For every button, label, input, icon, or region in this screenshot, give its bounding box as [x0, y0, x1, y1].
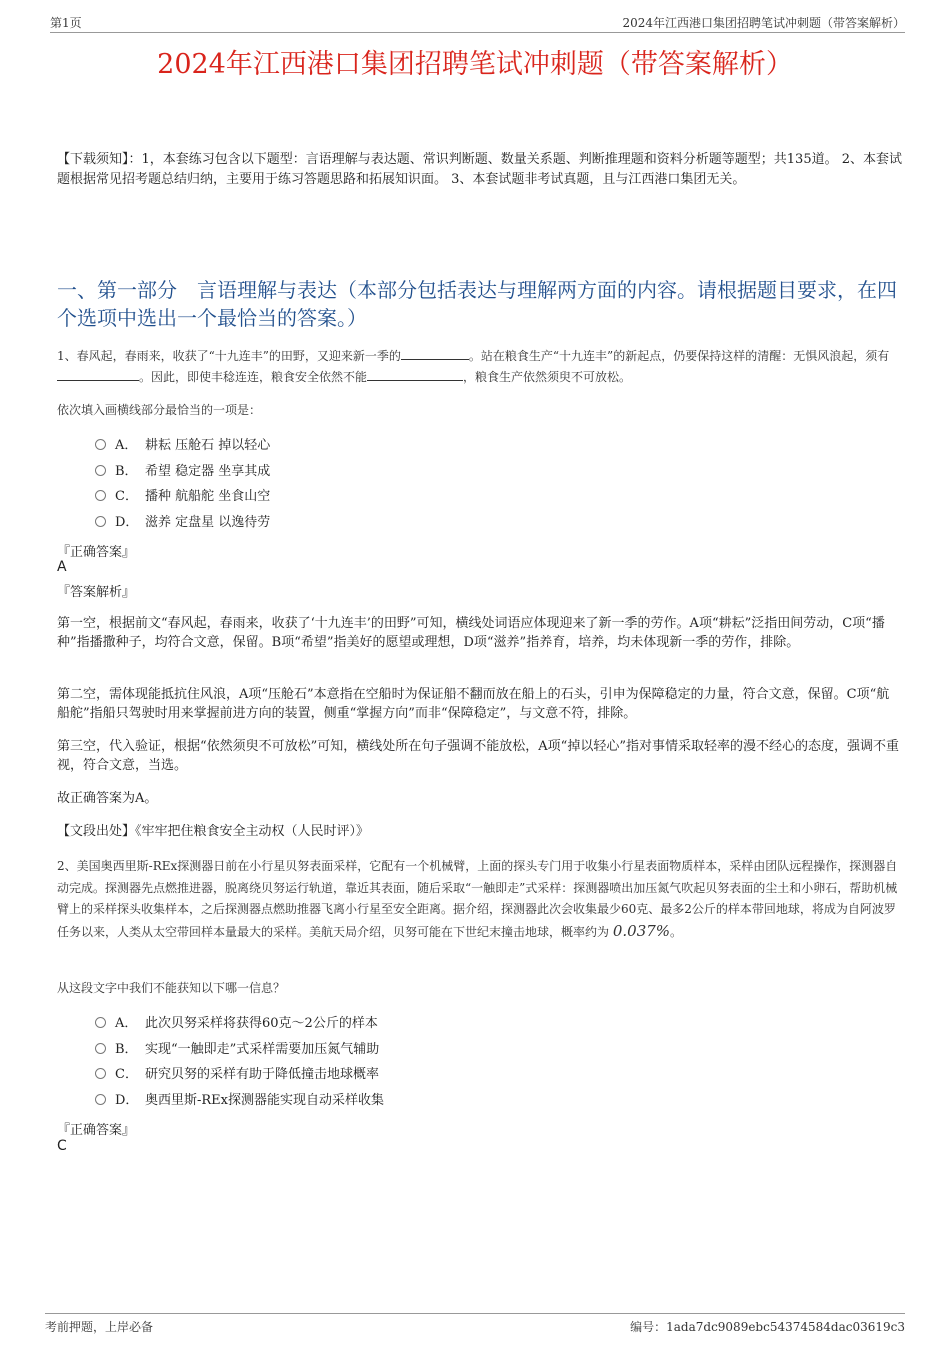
option-letter: A． — [115, 438, 138, 453]
q2-option-b[interactable] — [95, 1037, 384, 1063]
radio-icon[interactable] — [95, 1094, 106, 1105]
page-header — [50, 14, 905, 33]
q1-analysis-para-1: 第一空，根据前文“春风起，春雨来，收获了‘十九连丰’的田野”可知，横线处词语应体现迎来了新一季的劳作。A项“耕耘”泛指田间劳动，C项“播种”指播撒种子，均符合文意，保留。B项“希望”指美好的愿望或理想，D项“滋养”指养育，培养，均未体现新一季的劳作，排除。 — [57, 616, 885, 650]
q1-blank-1 — [401, 347, 469, 360]
q1-blank-2 — [57, 368, 139, 381]
q1-text-part1: 1、春风起，春雨来，收获了“十九连丰”的田野，又迎来新一季的 — [57, 349, 401, 363]
option-text: 滋养 定盘星 以逸待劳 — [145, 514, 271, 530]
section-heading: 一、第一部分 言语理解与表达（本部分包括表达与理解两方面的内容。请根据题目要求，在四个选项中选出一个最恰当的答案。） — [57, 278, 897, 330]
q2-probability: 0.037% — [612, 921, 671, 940]
download-notice: 【下载须知】：1，本套练习包含以下题型：言语理解与表达题、常识判断题、数量关系题、判断推理题和资料分析题等题型；共135道。 2、本套试题根据常见招考题总结归纳，主要用于练习答题思路和拓展知识面。 3、本套试题非考试真题，且与江西港口集团无关。 — [57, 152, 902, 187]
q2-options — [95, 1011, 384, 1113]
q1-option-a[interactable] — [95, 433, 270, 459]
option-letter: B． — [115, 1041, 138, 1057]
option-text: 研究贝努的采样有助于降低撞击地球概率 — [145, 1067, 380, 1083]
option-text: 实现“一触即走”式采样需要加压氮气辅助 — [145, 1041, 380, 1057]
radio-icon[interactable] — [95, 1043, 106, 1054]
footer-slogan: 考前押题，上岸必备 — [45, 1320, 154, 1334]
q2-option-c[interactable] — [95, 1062, 384, 1088]
q1-option-d[interactable] — [95, 510, 270, 536]
q1-text-part4: ，粮食生产依然须臾不可放松。 — [463, 370, 632, 384]
q2-option-d[interactable] — [95, 1088, 384, 1114]
q1-option-b[interactable] — [95, 459, 270, 485]
option-text: 奥西里斯-REx探测器能实现自动采样收集 — [145, 1092, 385, 1108]
q1-analysis-conclusion: 故正确答案为A。 — [57, 791, 158, 806]
q1-analysis-label: 『答案解析』 — [57, 585, 136, 600]
q2-answer-label: 『正确答案』 — [57, 1123, 136, 1138]
question-1-text — [57, 346, 902, 388]
option-text: 耕耘 压舱石 掉以轻心 — [145, 438, 271, 453]
option-letter: C． — [115, 489, 138, 505]
option-letter: B． — [115, 463, 138, 479]
q1-analysis-para-2: 第二空，需体现能抵抗住风浪，A项“压舱石”本意指在空船时为保证船不翻而放在船上的石头，引申为保障稳定的力量，符合文意，保留。C项“航船舵”指船只驾驶时用来掌握前进方向的装置，侧重“掌握方向”而非“保障稳定”，与文意不符，排除。 — [57, 687, 890, 721]
q1-option-c[interactable] — [95, 484, 270, 510]
q2-text-end: 。 — [670, 924, 683, 939]
radio-icon[interactable] — [95, 1068, 106, 1079]
header-doc-title: 2024年江西港口集团招聘笔试冲刺题（带答案解析） — [622, 16, 905, 30]
q1-prompt: 依次填入画横线部分最恰当的一项是： — [57, 403, 262, 417]
radio-icon[interactable] — [95, 1017, 106, 1028]
radio-icon[interactable] — [95, 490, 106, 501]
page-title: 2024年江西港口集团招聘笔试冲刺题（带答案解析） — [157, 49, 793, 80]
q1-blank-3 — [367, 368, 463, 381]
page-number: 第1页 — [50, 16, 82, 30]
radio-icon[interactable] — [95, 439, 106, 450]
footer-doc-id: 编号：1ada7dc9089ebc54374584dac03619c3 — [630, 1320, 905, 1334]
q1-answer: A — [57, 559, 67, 575]
option-letter: A． — [115, 1016, 138, 1031]
page-footer — [45, 1313, 905, 1334]
q2-text: 2、美国奥西里斯-REx探测器日前在小行星贝努表面采样，它配有一个机械臂，上面的探头专门用于收集小行星表面物质样本，采样由团队远程操作，探测器自动完成。探测器先点燃推进器，脱离绕贝努运行轨道，靠近其表面，随后采取“一触即走”式采样：探测器喷出加压氮气吹起贝努表面的尘土和小卵石，帮助机械臂上的采样探头收集样本，之后探测器点燃助推器飞离小行星至安全距离。据介绍，探测器此次会收集最少60克、最多2公斤的样本带回地球，将成为自阿波罗任务以来，人类从太空带回样本量最大的采样。美航天局介绍，贝努可能在下世纪末撞击地球，概率约为 — [57, 859, 898, 939]
q1-text-part2: 。站在粮食生产“十九连丰”的新起点，仍要保持这样的清醒：无惧风浪起，须有 — [468, 349, 890, 363]
q1-source: 【文段出处】《牢牢把住粮食安全主动权（人民时评）》 — [57, 824, 370, 839]
q1-text-part3: 。因此，即使丰稔连连，粮食安全依然不能 — [139, 370, 368, 384]
q1-answer-label: 『正确答案』 — [57, 545, 136, 560]
option-text: 播种 航船舵 坐食山空 — [145, 489, 271, 505]
q2-prompt: 从这段文字中我们不能获知以下哪一信息？ — [57, 981, 286, 995]
option-text: 此次贝努采样将获得60克～2公斤的样本 — [145, 1016, 378, 1031]
option-letter: D． — [115, 1092, 139, 1108]
option-letter: D． — [115, 514, 139, 530]
option-letter: C． — [115, 1067, 138, 1083]
question-2-text — [57, 856, 902, 943]
radio-icon[interactable] — [95, 516, 106, 527]
q1-options — [95, 433, 270, 535]
radio-icon[interactable] — [95, 465, 106, 476]
q1-analysis-para-3: 第三空，代入验证，根据“依然须臾不可放松”可知，横线处所在句子强调不能放松，A项“掉以轻心”指对事情采取轻率的漫不经心的态度，强调不重视，符合文意，当选。 — [57, 739, 899, 773]
q2-option-a[interactable] — [95, 1011, 384, 1037]
q2-answer: C — [57, 1138, 67, 1154]
option-text: 希望 稳定器 坐享其成 — [145, 463, 271, 479]
